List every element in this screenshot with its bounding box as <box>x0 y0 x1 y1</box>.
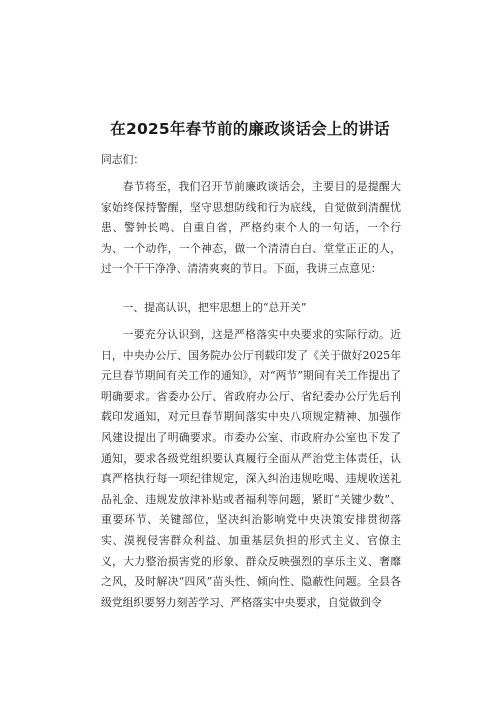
paragraph-section-1: 一要充分认识到，这是严格落实中央要求的实际行动。近日，中央办公厅、国务院办公厅刊载印发了《关于做好2025年元旦春节期间有关工作的通知》，对“两节”期间有关工作提出了明确要求。省委办公厅、省政府办公厅、省纪委办公厅先后刊载印发通知，对元旦春节期间落实中央八项规定精神、加强作风建设提出了明确要求。市委办公室、市政府办公室也下发了通知，要求各级党组织要认真履行全面从严治党主体责任，认真严格执行每一项纪律规定，深入纠治违规吃喝、违规收送礼品礼金、违规发放津补贴或者福利等问题，紧盯“关键少数”、重要环节、关键部位，坚决纠治影响党中央决策安排贯彻落实、漠视侵害群众利益、加重基层负担的形式主义、官僚主义，大力整治损害党的形象、群众反映强烈的享乐主义、奢靡之风，及时解决“四风”苗头性、倾向性、隐蔽性问题。全县各级党组织要努力刻苦学习、严格落实中央要求，自觉做到令 <box>101 328 401 609</box>
greeting: 同志们： <box>101 153 145 166</box>
section-heading-1: 一、提高认识，把牢思想上的“总开关” <box>122 301 307 314</box>
document-title: 在2025年春节前的廉政谈话会上的讲话 <box>110 120 390 138</box>
paragraph-intro: 春节将至，我们召开节前廉政谈话会，主要目的是提醒大家始终保持警醒，坚守思想防线和行为底线，自觉做到清醒忧患、警钟长鸣、自重自省，严格约束个人的一句话，一个行为、一个动作，一个神态，做一个清清白白、堂堂正正的人，过一个干干净净、清清爽爽的节日。下面，我讲三点意见： <box>101 180 401 276</box>
